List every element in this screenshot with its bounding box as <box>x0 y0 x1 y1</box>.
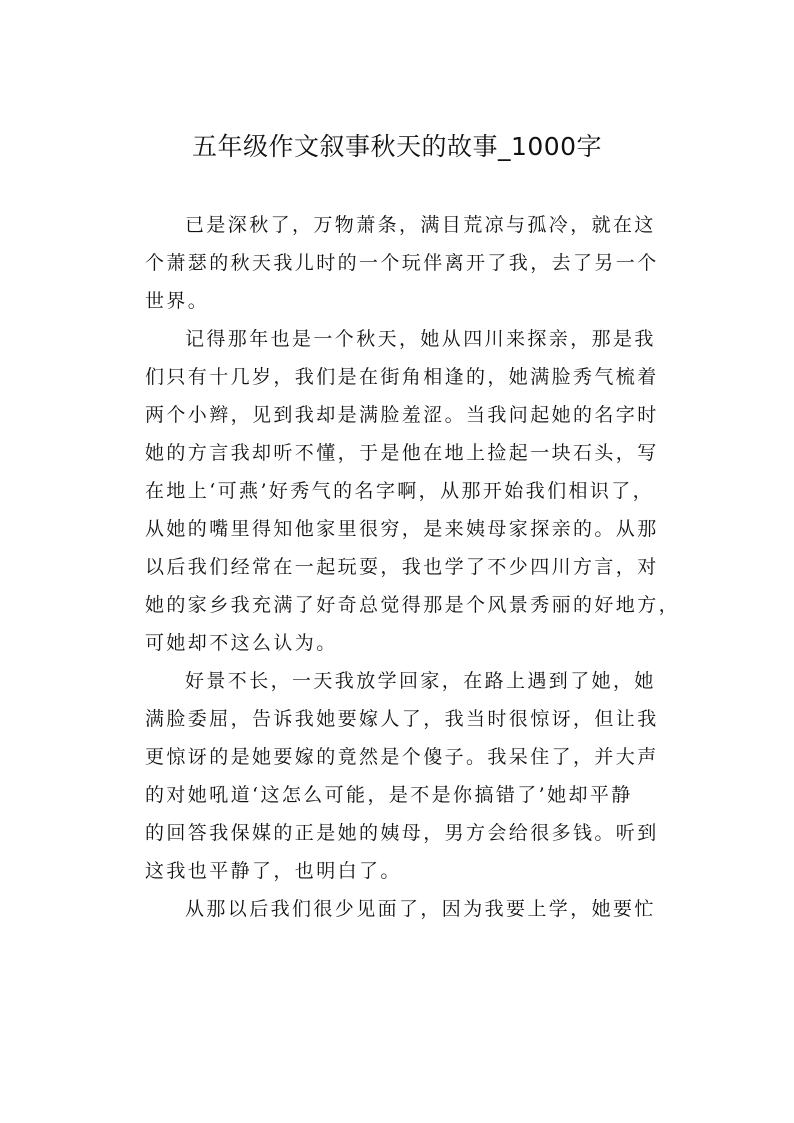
paragraph-line: 们只有十几岁，我们是在街角相逢的，她满脸秀气梳着 <box>145 366 659 388</box>
paragraph-line: 满脸委屈，告诉我她要嫁人了，我当时很惊讶，但让我 <box>145 708 659 730</box>
paragraph-line: 可她却不这么认为。 <box>145 632 338 654</box>
paragraph-line: 的对她吼道‘这怎么可能，是不是你搞错了’她却平静 <box>145 784 633 806</box>
paragraph-1 <box>145 206 670 320</box>
paragraph-3 <box>145 662 670 890</box>
paragraph-line: 从她的嘴里得知他家里很穷，是来姨母家探亲的。从那 <box>145 518 659 540</box>
paragraph-line: 的回答我保媒的正是她的姨母，男方会给很多钱。听到 <box>145 822 659 844</box>
paragraph-4 <box>145 890 670 928</box>
paragraph-line: 两个小辫，见到我却是满脸羞涩。当我问起她的名字时 <box>145 404 659 426</box>
paragraph-2 <box>145 320 681 662</box>
paragraph-line: 从那以后我们很少见面了，因为我要上学，她要忙 <box>185 898 656 920</box>
paragraph-line: 这我也平静了，也明白了。 <box>145 860 402 882</box>
paragraph-line: 好景不长，一天我放学回家，在路上遇到了她，她 <box>185 670 656 692</box>
paragraph-line: 记得那年也是一个秋天，她从四川来探亲，那是我 <box>185 328 656 350</box>
paragraph-line: 个萧瑟的秋天我儿时的一个玩伴离开了我，去了另一个 <box>145 252 659 274</box>
document-body <box>145 206 681 928</box>
document-title: 五年级作文叙事秋天的故事_1000字 <box>191 131 603 161</box>
paragraph-line: 她的方言我却听不懂，于是他在地上捡起一块石头，写 <box>145 442 659 464</box>
paragraph-line: 在地上‘可燕’好秀气的名字啊，从那开始我们相识了， <box>145 480 655 502</box>
paragraph-line: 更惊讶的是她要嫁的竟然是个傻子。我呆住了，并大声 <box>145 746 659 768</box>
paragraph-line: 她的家乡我充满了好奇总觉得那是个风景秀丽的好地方， <box>145 594 681 616</box>
paragraph-line: 已是深秋了，万物萧条，满目荒凉与孤冷，就在这 <box>185 214 656 236</box>
paragraph-line: 世界。 <box>145 290 210 312</box>
paragraph-line: 以后我们经常在一起玩耍，我也学了不少四川方言，对 <box>145 556 659 578</box>
